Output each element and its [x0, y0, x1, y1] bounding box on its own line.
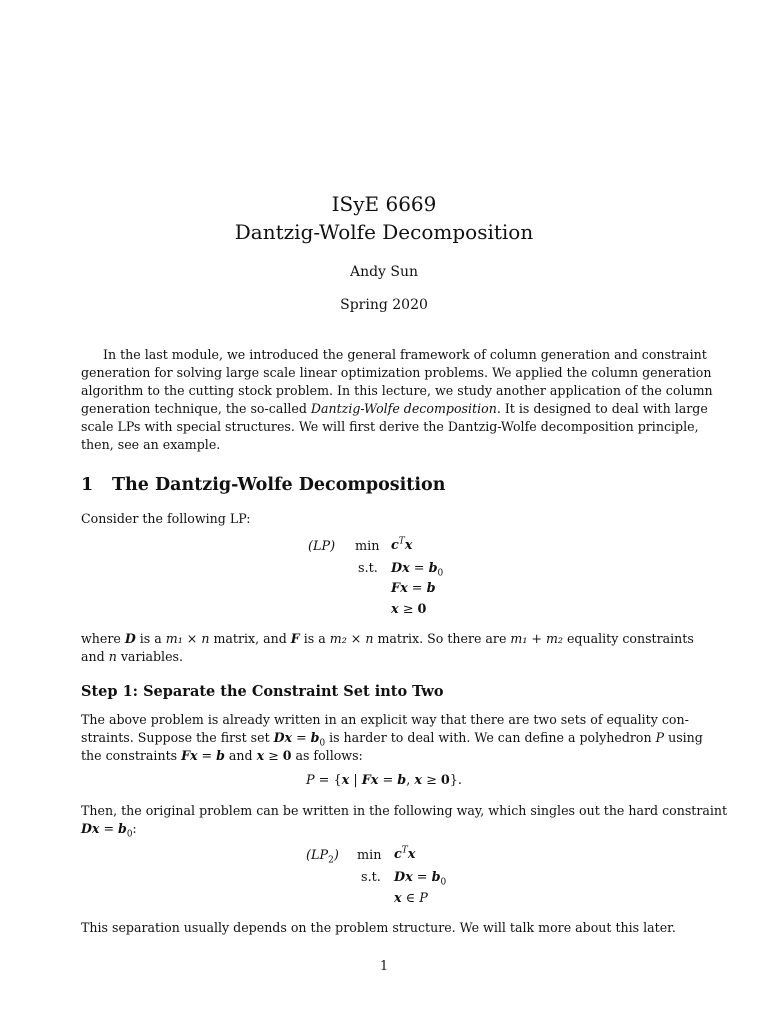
step1-p2-line-2: $Dx = b_0$:	[81, 821, 137, 840]
author: Andy Sun	[349, 264, 419, 280]
lp-min: min	[355, 539, 380, 554]
separation-note: This separation usually depends on the problem structure. We will talk more about this later.	[81, 920, 676, 935]
section-title: The Dantzig-Wolfe Decomposition	[112, 475, 446, 495]
intro-line-2: generation for solving large scale linear optimization problems. We applied the column generation	[81, 365, 712, 380]
polyhedron-definition: P = {x | Fx = b, x ≥ 0}.	[305, 773, 462, 788]
lp-constraint-nonneg: x ≥ 0	[391, 602, 427, 617]
date: Spring 2020	[340, 297, 428, 313]
step1-line-3: the constraints Fx = b and x ≥ 0 as follows:	[81, 748, 363, 763]
page-number: 1	[379, 958, 388, 973]
where-line-1: where D is a m₁ × n matrix, and F is a m₂ × n matrix. So there are m₁ + m₂ equality constraints	[81, 631, 694, 646]
lp2-objective: $c^Tx$	[394, 845, 416, 862]
intro-paragraph	[81, 346, 713, 454]
step1-line-1: The above problem is already written in an explicit way that there are two sets of equality con-	[81, 712, 689, 727]
lecture-title: Dantzig-Wolfe Decomposition	[234, 220, 534, 244]
step1-p2-line-1: Then, the original problem can be written in the following way, which singles out the hard constraint	[81, 803, 728, 818]
intro-line-1: In the last module, we introduced the general framework of column generation and constraint	[103, 347, 707, 362]
lp-objective: $c^Tx$	[391, 536, 413, 553]
step1-line-2: straints. Suppose the first set $Dx = b_0$ is harder to deal with. We can define a polyhedron P using	[81, 730, 703, 749]
intro-line-4: generation technique, the so-called Dantzig-Wolfe decomposition. It is designed to deal with large	[81, 401, 708, 416]
consider-text: Consider the following LP:	[81, 511, 251, 526]
section-number: 1	[81, 475, 94, 495]
lp-constraint-d: $Dx = b_0$	[391, 561, 444, 579]
section-heading	[81, 475, 445, 495]
intro-line-5: scale LPs with special structures. We will first derive the Dantzig-Wolfe decomposition principle,	[81, 419, 699, 434]
intro-line-6: then, see an example.	[81, 437, 221, 452]
where-paragraph	[81, 630, 694, 666]
emphasis-term: Dantzig-Wolfe decomposition	[310, 401, 497, 416]
lp-constraint-f: Fx = b	[391, 581, 436, 596]
intro-line-3: algorithm to the cutting stock problem. In this lecture, we study another application of the column	[81, 383, 713, 398]
lp-label: (LP)	[308, 539, 336, 554]
lp2-constraint-d: $Dx = b_0$	[394, 870, 447, 888]
lp2-constraint-p: x ∈ P	[394, 891, 428, 906]
step1-paragraph-2	[81, 802, 728, 840]
step1-heading: Step 1: Separate the Constraint Set into Two	[81, 683, 444, 700]
where-line-2: and n variables.	[81, 649, 184, 664]
course-title: ISyE 6669	[331, 192, 437, 216]
lp-st: s.t.	[358, 561, 378, 576]
step1-paragraph-1	[81, 711, 703, 765]
lp2-label: $(LP_2)$	[306, 848, 339, 866]
lp2-st: s.t.	[361, 870, 381, 885]
lp2-min: min	[357, 848, 382, 863]
